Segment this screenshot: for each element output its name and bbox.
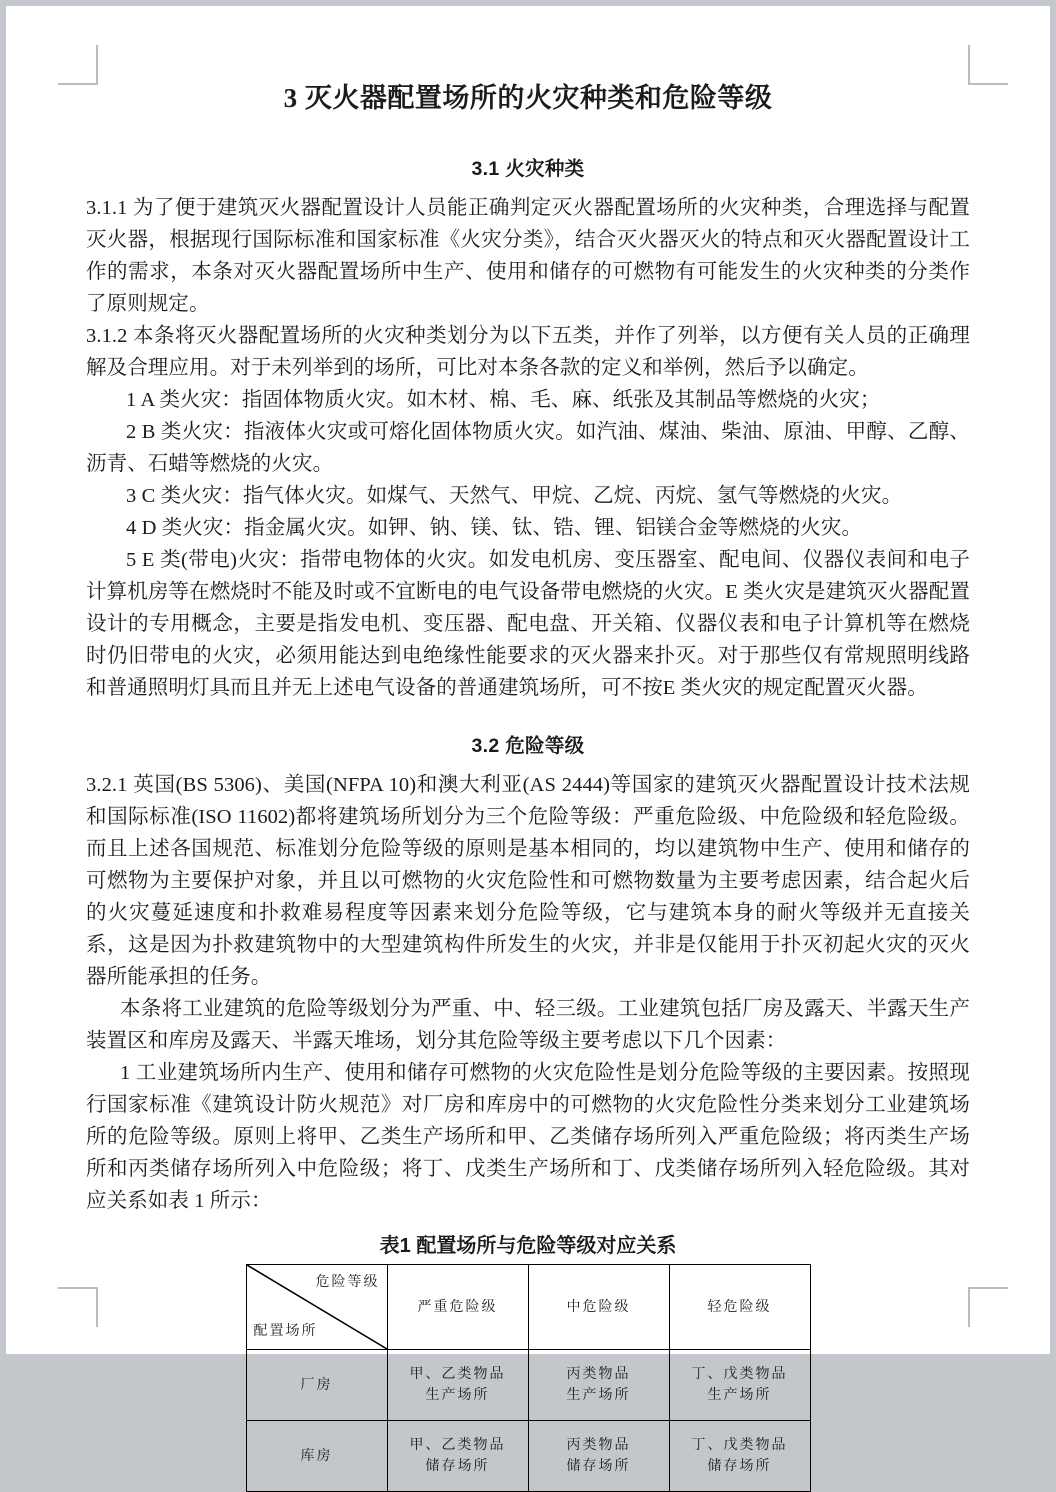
crop-mark-top-right-horizontal [968,83,1008,85]
document-page [6,6,1050,1474]
table-corner-header-cell [246,1265,387,1350]
corner-label-placement: 配置场所 [253,1324,318,1339]
section-heading-3-1: 3.1 火灾种类 [471,158,585,180]
paragraph-3-1-2: 3.1.2 本条将灭火器配置场所的火灾种类划分为以下五类，并作了列举，以方便有关人员的正确理解及合理应用。对于未列举到的场所，可比对本条各款的定义和举例，然后予以确定。 [86,325,970,379]
risk-level-table [246,1264,811,1492]
table-row-label-warehouse: 库房 [246,1421,387,1492]
cell-line-1: 丁、戊类物品 [691,1367,788,1382]
table-header-row [246,1265,810,1350]
paragraph-class-b: 2 B 类火灾：指液体火灾或可熔化固体物质火灾。如汽油、煤油、柴油、原油、甲醇、乙醇、沥青、石蜡等燃烧的火灾。 [86,421,970,475]
table-row [246,1421,810,1492]
table-cell-warehouse-light [669,1421,810,1492]
paragraph-industrial-levels: 本条将工业建筑的危险等级划分为严重、中、轻三级。工业建筑包括厂房及露天、半露天生产装置区和库房及露天、半露天堆场，划分其危险等级主要考虑以下几个因素： [86,998,970,1052]
table-container [86,1264,970,1492]
section-heading-3-2: 3.2 危险等级 [471,735,585,757]
cell-line-1: 丙类物品 [566,1367,631,1382]
cell-line-2: 生产场所 [566,1388,631,1403]
table-cell-factory-light [669,1350,810,1421]
table-cell-warehouse-moderate [528,1421,669,1492]
cell-line-1: 丙类物品 [566,1438,631,1453]
paragraph-class-c: 3 C 类火灾：指气体火灾。如煤气、天然气、甲烷、乙烷、丙烷、氢气等燃烧的火灾。 [126,485,903,507]
cell-line-2: 生产场所 [425,1388,490,1403]
table-cell-factory-moderate [528,1350,669,1421]
table-header-moderate: 中危险级 [528,1265,669,1350]
table-caption: 表1 配置场所与危险等级对应关系 [379,1235,677,1257]
paragraph-class-d: 4 D 类火灾：指金属火灾。如钾、钠、镁、钛、锆、锂、铝镁合金等燃烧的火灾。 [126,517,863,539]
cell-line-1: 丁、戊类物品 [691,1438,788,1453]
table-cell-warehouse-severe [387,1421,528,1492]
paragraph-class-e: 5 E 类(带电)火灾：指带电物体的火灾。如发电机房、变压器室、配电间、仪器仪表间和电子计算机房等在燃烧时不能及时或不宜断电的电气设备带电燃烧的火灾。E 类火灾是建筑灭火器配置设计的专用概念，主要是指发电机、变压器、配电盘、开关箱、仪器仪表和电子计算机等在燃烧时仍旧带电的火灾，必须用能达到电绝缘性能要求的灭火器来扑灭。对于那些仅有常规照明线路和普通照明灯具而且并无上述电气设备的普通建筑场所，可不按E 类火灾的规定配置灭火器。 [86,549,970,699]
cell-line-1: 甲、乙类物品 [409,1367,506,1382]
crop-mark-bottom-right-horizontal [968,1287,1008,1289]
document-body [86,76,970,1492]
paragraph-class-a: 1 A 类火灾：指固体物质火灾。如木材、棉、毛、麻、纸张及其制品等燃烧的火灾； [126,389,881,411]
table-header-severe: 严重危险级 [387,1265,528,1350]
corner-label-risk-level: 危险等级 [315,1275,380,1290]
cell-line-2: 生产场所 [707,1388,772,1403]
cell-line-2: 储存场所 [566,1459,631,1474]
cell-line-1: 甲、乙类物品 [409,1438,506,1453]
table-cell-factory-severe [387,1350,528,1421]
table-row [246,1350,810,1421]
cell-line-2: 储存场所 [707,1459,772,1474]
paragraph-factor-1: 1 工业建筑场所内生产、使用和储存可燃物的火灾危险性是划分危险等级的主要因素。按照现行国家标准《建筑设计防火规范》对厂房和库房中的可燃物的火灾危险性分类来划分工业建筑场所的危险等级。原则上将甲、乙类生产场所和甲、乙类储存场所列入严重危险级；将丙类生产场所和丙类储存场所列入中危险级；将丁、戊类生产场所和丁、戊类储存场所列入轻危险级。其对应关系如表 1 所示： [86,1062,970,1212]
page-title: 3 灭火器配置场所的火灾种类和危险等级 [283,83,773,113]
cell-line-2: 储存场所 [425,1459,490,1474]
table-header-light: 轻危险级 [669,1265,810,1350]
paragraph-3-1-1: 3.1.1 为了便于建筑灭火器配置设计人员能正确判定灭火器配置场所的火灾种类，合理选择与配置灭火器，根据现行国际标准和国家标准《火灾分类》，结合灭火器灭火的特点和灭火器配置设计工作的需求，本条对灭火器配置场所中生产、使用和储存的可燃物有可能发生的火灾种类的分类作了原则规定。 [86,197,970,315]
paragraph-3-2-1: 3.2.1 英国(BS 5306)、美国(NFPA 10)和澳大利亚(AS 2444)等国家的建筑灭火器配置设计技术法规和国际标准(ISO 11602)都将建筑场所划分为三个危险等级：严重危险级、中危险级和轻危险级。而且上述各国规范、标准划分危险等级的原则是基本相同的，均以建筑物中生产、使用和储存的可燃物为主要保护对象，并且以可燃物的火灾危险性和可燃物数量为主要考虑因素，结合起火后的火灾蔓延速度和扑救难易程度等因素来划分危险等级，它与建筑本身的耐火等级并无直接关系，这是因为扑救建筑物中的大型建筑构件所发生的火灾，并非是仅能用于扑灭初起火灾的灭火器所能承担的任务。 [86,774,970,988]
table-row-label-factory: 厂房 [246,1350,387,1421]
